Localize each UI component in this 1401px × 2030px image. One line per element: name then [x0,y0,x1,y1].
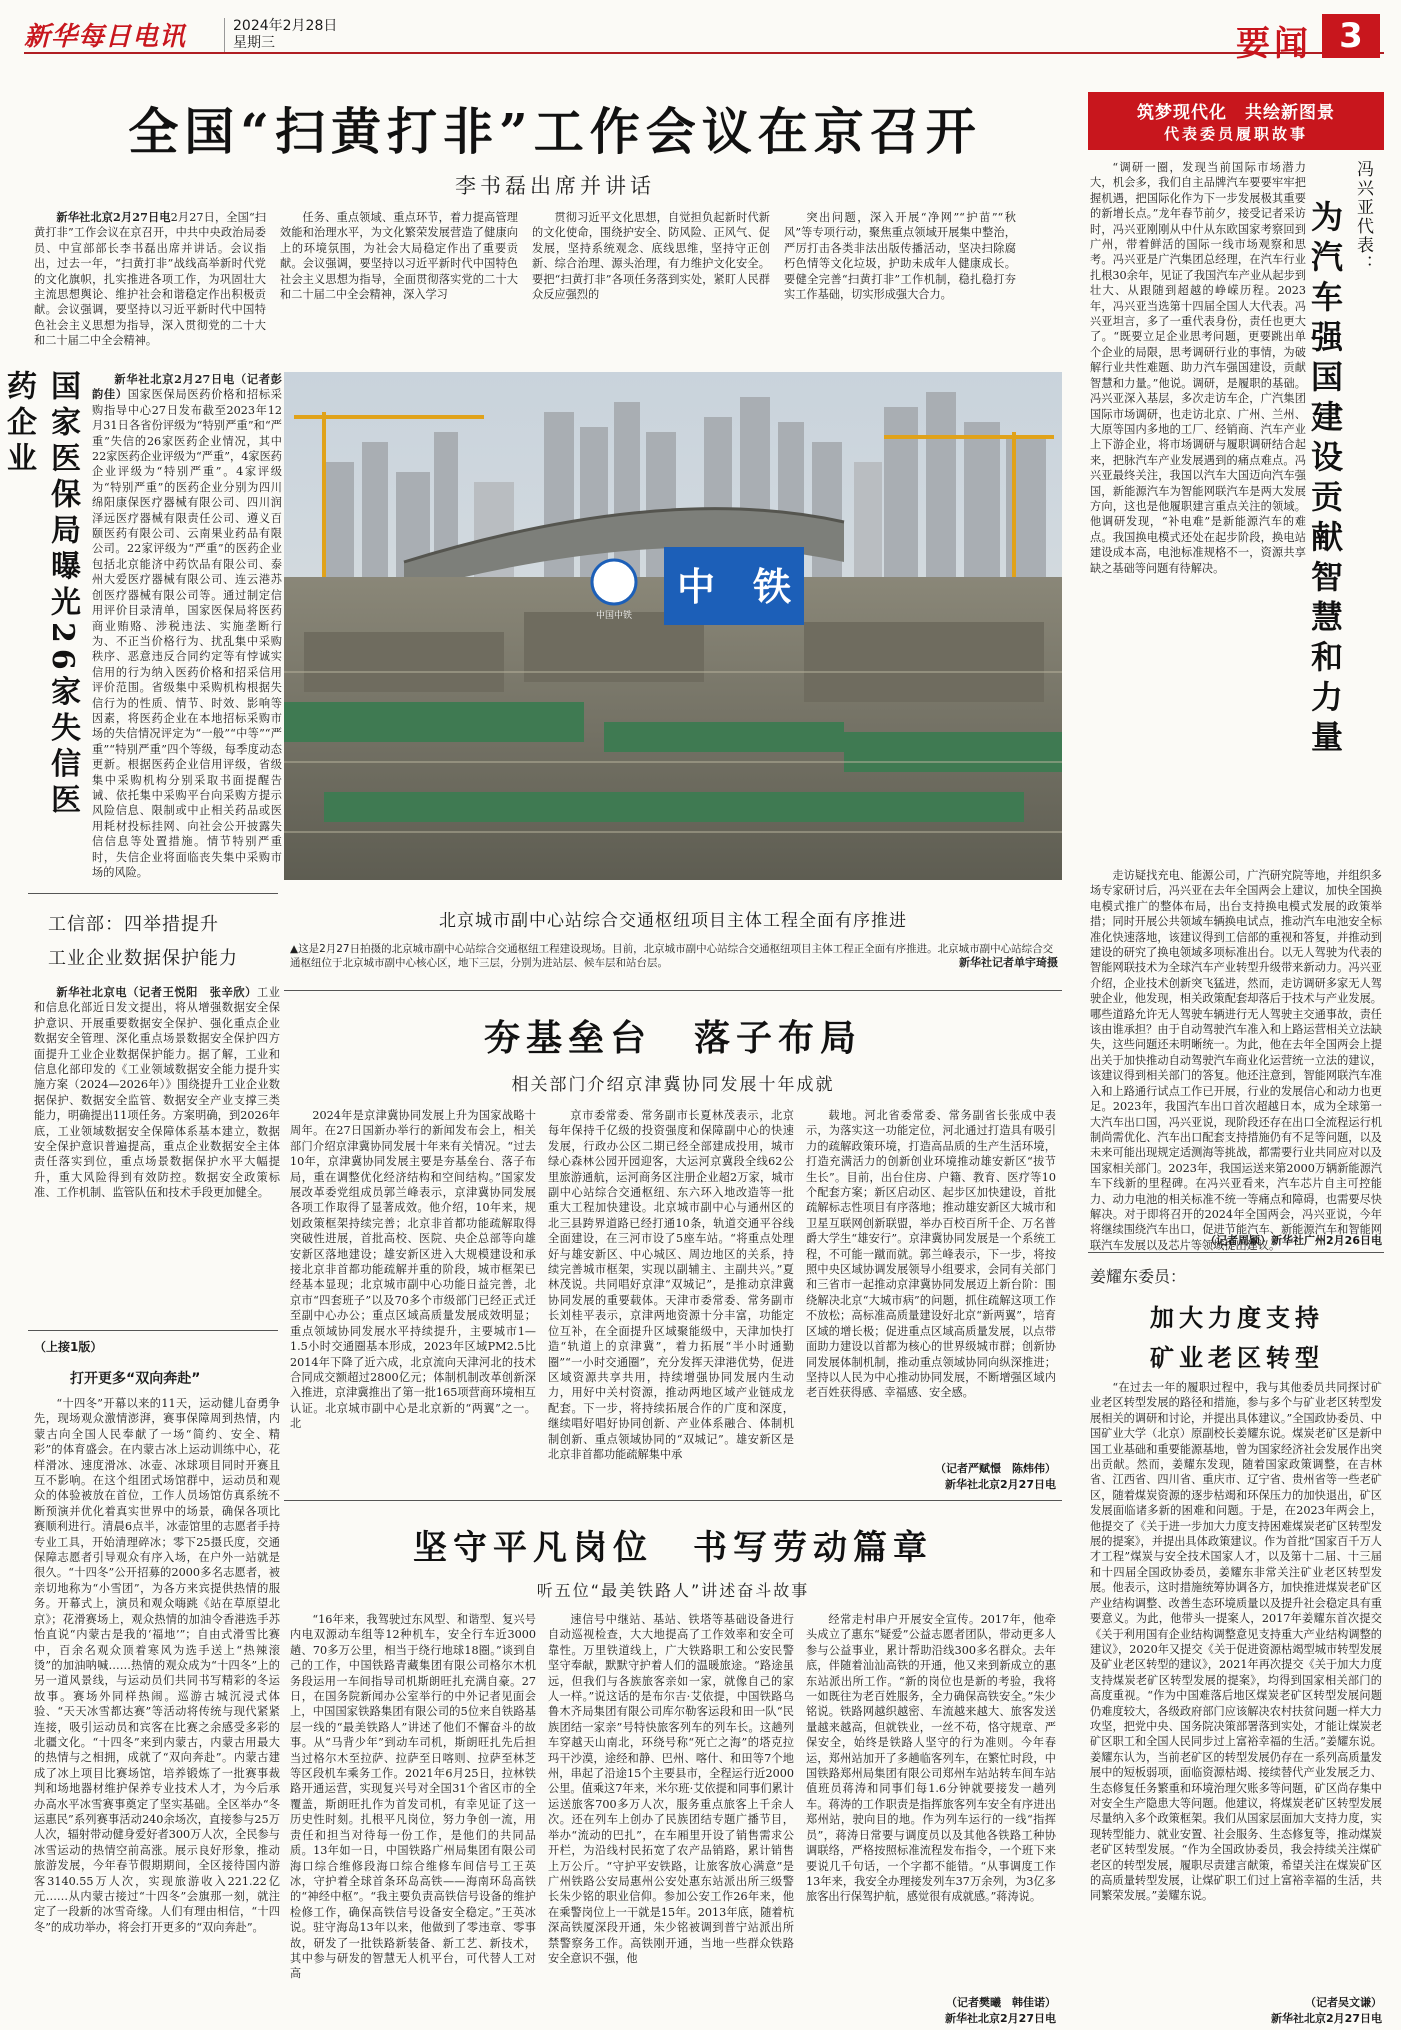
lead-headline: 全国“扫黄打非”工作会议在京召开 [128,102,982,161]
jjj-text-3: 载地。河北省委常委、常务副省长张成中表示，为落实这一功能定位，河北通过打造具有吸引力的疏解政策环境，打造高品质的生产生活环境，打造充满活力的创新创业环境推动雄安新区“拔节生长”。目前，出台住房、户籍、教育、医疗等10个配套方案；新区启动区、起步区加快建设，首批疏解标志性项目有序落地；推动雄安新区大城市和卫星互联网创新联盟，举办百校百所千企、万名普爵大学生“雄安行”。京津冀协同发展是一个系统工程，不可能一蹴而就。郭兰峰表示，下一步，将按照中央区域协调发展领导小组要求，会同有关部门和三省市一起推动京津冀协同发展迈上新台阶：围绕解决北京“大城市病”的问题，抓住疏解这项工作不放松；高标准高质量建设好北京“新两翼”，培育区域的增长极；促进重点区域高质量发展，以点带面助力建设以首都为核心的世界级城市群；创新协同发展体制机制，推动重点领域协同向纵深推进；坚持以人民为中心推动协同发展，不断增强区域内老百姓获得感、幸福感、安全感。 [806,1109,1056,1400]
jjj-column-2 [548,1108,794,1494]
jjj-subheadline: 相关部门介绍京津冀协同发展十年成就 [511,1075,835,1095]
lead-text-3: 贯彻习近平文化思想，自觉担负起新时代新的文化使命，围绕护安全、防风险、正风气、促发展，坚持系统观念、底线思维，坚持守正创新、综合治理、源头治理，有力维护文化安全。要把“扫黄打非”各项任务落到实处，紧盯人民群众反应强烈的 [532,211,770,302]
medical-vertical-title: 国家医保局曝光26家失信医药企业 [1,370,80,820]
lead-text-4: 突出问题，深入开展“净网”“护苗”“秋风”等专项行动，聚焦重点领域开展集中整治，严厉打击各类非法出版传播活动，坚决扫除腐朽色情等文化垃圾，护助未成年人健康成长。要健全完善“扫黄打非”工作机制，稳扎稳打夯实工作基础，切实形成强大合力。 [784,211,1016,302]
construction-photo [284,372,1062,880]
railway-subheadline: 听五位“最美铁路人”讲述奋斗故事 [536,1581,810,1600]
railway-text-2: 速信号中继站、基站、铁塔等基础设备进行自动巡视检查，大大地提高了工作效率和安全可靠性。万里铁道线上，广大铁路职工和公安民警坚守奉献，默默守护着人们的温暖旅途。“路途虽远，但我们与各族旅客亲如一家，就像自己的家人一样。”说这话的是布尔吉·艾依提，中国铁路乌鲁木齐局集团有限公司库尔勒客运段和田一队“民族团结一家亲”号特快旅客列车的列车长。这趟列车穿越天山南北，环绕号称“死亡之海”的塔克拉玛干沙漠，途经和静、巴州、喀什、和田等7个地州，串起了沿途15个主要县市，全程运行近2000公里。值乘这7年来，米尔班·艾依提和同事们累计运送旅客700多万人次，服务重点旅客上千余人次。还在列车上创办了民族团结专题广播节目，举办“流动的巴扎”，在车厢里开设了销售需求公开栏，为沿线村民拓宽了农产品销路，累计销售上万公斤。“守护平安铁路，让旅客放心满意”是广州铁路公安局惠州公安处惠东站派出所三级警长朱少铭的职业信仰。参加公安工作26年来，他在乘警岗位上一干就是15年。2013年底，随着杭深高铁厦深段开通，朱少铭被调到普宁站派出所禁警察务工作。高铁刚开通，当地一些群众铁路安全意识不强，他 [548,1613,794,1965]
continued-tag: （上接1版） [34,1340,103,1354]
billboard-text: 中 铁 [676,565,792,609]
crec-logo-icon [592,560,636,604]
banner-line-1: 筑梦现代化 共绘新图景 [1137,103,1335,123]
jiang-title-line2: 矿业老区转型 [1150,1343,1324,1372]
construction-photo-graphic [284,372,1062,880]
newspaper-logo: 新华每日电讯 [24,22,187,52]
feng-title: 为汽车强国建设贡献智慧和力量 [1306,200,1344,760]
miit-dateline: 新华社北京电 [56,985,128,999]
jiang-text: “在过去一年的履职过程中，我与其他委员共同探讨矿业老区转型发展的路径和措施，参与多个与矿业老区转型发展相关的调研和讨论，并提出具体建议。”全国政协委员、中国矿业大学（北京）原副校长姜耀东说。煤炭老矿区是新中国工业基础和重要能源基地，曾为国家经济社会发展作出突出贡献。然而，姜耀东发现，随着国家政策调整，在吉林省、江西省、四川省、重庆市、辽宁省、贵州省等一些老矿区，随着煤炭资源的逐步枯竭和环保压力的加快退出，矿区发展面临诸多新的困难和问题。于是，在2023年两会上，他提交了《关于进一步加大力度支持困难煤炭老矿区转型发展的提案》，并提出具体政策建议。作为首批“国家百千万人才工程”煤炭与安全技术国家人才，以及第十二届、十三届和十四届全国政协委员，姜耀东非常关注矿业老区转型发展。他表示，这时措施统筹协调各方，加快推进煤炭老矿区产业结构调整、改善生态环境质量以及提升社会稳定具有重要意义。为此，他带头一提案人，2017年姜耀东首次提交《关于利用国有企业结构调整意见支持重大产业结构调整的建议》，2020年又提交《关于促进资源枯竭型城市转型发展及矿业老区转型的建议》，2021年再次提交《关于加大力度支持煤炭老矿区转型发展的提案》，均得到国家相关部门的高度重视。“作为中国难落后地区煤炭老矿区转型发展问题仍难度较大，各级政府部门应该解决农村扶贫问题一样大力攻坚，把党中央、国务院决策部署落到实处，才能让煤炭老矿区职工和全国人民同步过上富裕幸福的生活。”姜耀东说。姜耀东认为，当前老矿区的转型发展仍存在一系列高质量发展中的短板弱项，面临资源枯竭、接续替代产业发展乏力、生态修复任务繁重和环境治理欠账多等问题，矿区尚存集中对安全生产隐患大等问题。他建议，将煤炭老矿区转型发展尽量纳入多个政策框架。我们从国家层面加大支持力度，实现转型能力、就业安置、社会服务、生态修复等，推动煤炭老矿区转型发展。“作为全国政协委员，我会持续关注煤矿老区的转型发展，履职尽责建言献策，希望关注在煤炭矿区的高质量转型发展，让煤矿职工们过上富裕幸福的生活，共同繁荣发展。”姜耀东说。 [1090,1381,1382,1903]
photo-headline: 北京城市副中心站综合交通枢纽项目主体工程全面有序推进 [439,911,907,931]
jjj-credit: 新华社北京2月27日电 [945,1478,1056,1491]
photo-caption-text: ▲这是2月27日拍摄的北京城市副中心站综合交通枢纽工程建设现场。目前，北京城市副中心站综合交通枢纽项目主体工程正全面有序推进。北京城市副中心站综合交通枢纽位于北京城市副中心核心区，地下三层，分别为进站层、候车层和站台层。 [290,943,1054,969]
miit-title: 工信部：四举措提升 [48,914,219,935]
railway-text-1: “16年来，我驾驶过东风型、和谐型、复兴号内电双源动车组等12种机车，安全行车近3000趟、70多万公里，相当于绕行地球18圈。”谈到自己的工作，中国铁路青藏集团有限公司格尔木机务段运用一车间指导司机斯朗旺扎充满自豪。27日，在国务院新闻办公室举行的中外记者见面会上，中国国家铁路集团有限公司的5位来自铁路基层一线的“最美铁路人”讲述了他们不懈奋斗的故事。从“马背少年”到动车司机，斯朗旺扎先后担当过格尔木至拉萨、拉萨至日喀则、拉萨至林芝等区段机车乘务工作。2021年6月25日，拉林铁路开通运营，实现复兴号对全国31个省区市的全覆盖，斯朗旺扎作为首发司机，有幸见证了这一历史性时刻。扎根平凡岗位，努力争创一流，用责任和担当对待每一份工作，是他们的共同品质。13年如一日，中国铁路广州局集团有限公司海口综合维修段海口综合维修车间信号工王英冰，守护着全球首条环岛高铁——海南环岛高铁的“神经中枢”。“我主要负责高铁信号设备的维护检修工作，确保高铁信号设备安全稳定。”王英冰说。驻守海岛13年以来，他做到了零违章、零事故，研发了一批铁路新装备、新工艺、新技术，其中参与研发的智慧无人机平台，可代替人工对高 [290,1613,536,1981]
weekday-text: 星期三 [233,35,275,51]
railway-headline: 坚守平凡岗位 书写劳动篇章 [413,1528,933,1568]
feng-text-bottom: 走访疑找充电、能源公司，广汽研究院等地，并组织多场专家研讨后，冯兴亚在去年全国两会上建议，加快全国换电模式推广的整体布局，出台支持换电模式发展的政策举措；同时开展公共领域车辆换电试点，推动汽车电池安全标准化快速落地，该建议得到工信部的重视和答复，并推动到建设的研究了换电领域多项标准出台。以无人驾驶为代表的智能网联技术为全球汽车产业转型升级带来新动力。冯兴亚介绍，企业技术创新突飞猛进，然而，走访调研多家无人驾驶企业，他发现，相关政策配套却落后于技术与产业发展。哪些道路允许无人驾驶车辆进行无人驾驶主交通事故，责任该由谁承担？由于自动驾驶汽车准入和上路运营相关立法缺失，这些问题还未明晰统一。为此，他在去年全国两会上提出关于加快推动自动驾驶汽车商业化运营统一立法的建议，该建议得到相关部门的答复。他还注意到，智能网联汽车准入和上路通行试点工作已开展，行业的发展信心和动力也更足。2023年，我国汽车出口首次超越日本，成为全球第一大汽车出口国，冯兴亚说，现阶段还存在出口全流程运行机制尚需优化、汽车出口配套支持措施仍有不足等问题，以及未来可能出现规定适测海等挑战，都需要行业共同应对以及国家相关部门。2023年，我国运送来第2000万辆新能源汽车下线新的里程碑。在冯兴亚看来，汽车芯片自主可控能力、动力电池的相关标准不统一等痛点和障碍，也需要尽快解决。对于即将召开的2024年全国两会，冯兴亚说，今年将继续围绕汽车出口，促进节能汽车、新能源汽车和智能网联汽车发展以及芯片等领域提出建议。 [1090,869,1382,1252]
lead-column-1 [34,210,266,362]
jiang-article [1090,1380,1382,1994]
miit-text: 工业和信息化部近日发文提出，将从增强数据安全保护意识、开展重要数据安全保护、强化重点企业数据安全管理、深化重点场景数据安全保护四方面提升工业企业数据保护能力。据了解，工业和信息化部印发的《工业领域数据安全能力提升实施方案（2024—2026年）》围绕提升工业企业数据保护、数据安全监管、数据安全产业支撑三类能力，明确提出11项任务。方案明确，到2026年底，工业领域数据安全保障体系基本建立，数据安全保护意识普遍提高，重点企业数据安全主体责任落实到位，重点场景数据保护水平大幅提升，重大风险得到有效防控。数据安全政策标准、工作机制、监管队伍和技术手段更加健全。 [34,986,280,1200]
railway-byline: （记者樊曦 韩佳诺） [946,1996,1056,2009]
feng-article-top [1090,160,1306,866]
railway-column-1 [290,1612,536,2024]
series-banner [1088,92,1384,150]
railway-column-3 [806,1612,1056,1990]
miit-article [34,985,280,1325]
jiang-credit: 新华社北京2月27日电 [1271,2012,1382,2025]
divider [284,1500,1062,1501]
banner-line-2: 代表委员履职故事 [1163,125,1308,143]
company-sign: 中国中铁 [595,611,633,621]
section-name: 要闻 [1236,24,1312,64]
feng-credit: （记者周颖）新华社广州2月26日电 [1205,1234,1382,1247]
photo-caption [290,942,1058,986]
medical-dateline: 新华社北京2月27日电 [114,372,235,386]
date-text: 2024年2月28日 [233,18,338,34]
jjj-headline: 夯基垒台 落子布局 [483,1017,862,1059]
railway-text-3: 经常走村串户开展安全宣传。2017年，他牵头成立了惠东“疑爱”公益志愿者团队，带动更多人参与公益事业，累计帮助沿线300多名群众。去年底，伴随着汕汕高铁的开通，他又来到新成立的惠东站派出所工作。“新的岗位也是新的考验，我将一如既往为老百姓服务，全力确保高铁安全。”朱少铭说。铁路网越织越密、车流越来越大、旅客发送量越来越高，但就铁业，一丝不苟，恪守规章、严保安全，始终是铁路人坚守的行为准则。今年春运，郑州站加开了多趟临客列车，在繁忙时段，中国铁路郑州局集团有限公司郑州车站站转车间车站值班员蒋涛和同事们每1.6分钟就要接发一趟列车。蒋涛的工作职责是指挥旅客列车安全有序进出郑州站，驶向目的地。作为列车运行的一线“指挥员”，蒋涛日常要与调度员以及其他各铁路工种协调联络，严格按照标准流程发布指令，一个班下来要说几千句话，一个字都不能错。“从事调度工作13年来，我安全办理接发列车37万余列，为3亿多旅客出行保驾护航，感觉很有成就感。”蒋涛说。 [806,1613,1056,1904]
lead-column-4 [784,210,1016,310]
miit-title-line2: 工业企业数据保护能力 [48,948,238,969]
lead-dateline: 新华社北京2月27日电 [56,210,171,224]
photo-credit: 新华社记者单宇琦摄 [959,956,1058,969]
miit-byline: （记者王悦阳 张辛欣） [127,985,257,999]
medical-byline: （记者彭韵佳） [92,372,282,402]
divider [28,893,278,894]
jiang-title-line1: 加大力度支持 [1150,1303,1324,1332]
lead-column-3 [532,210,770,310]
lead-column-2 [280,210,518,310]
lead-text-2: 任务、重点领域、重点环节，着力提高管理效能和治理水平，为文化繁荣发展营造了健康向上的环境氛围，为社会大局稳定作出了重要贡献。会议强调，要坚持以习近平新时代中国特色社会主义思想为指导，全面贯彻落实党的二十大和二十届二中全会精神，深入学习 [280,211,518,302]
jjj-column-3 [806,1108,1056,1458]
divider [284,990,1062,991]
continued-text: “十四冬”开幕以来的11天，运动健儿奋勇争先，现场观众激情澎湃，赛事保障周到热情，内蒙古向全国人民奉献了一场“简约、安全、精彩”的体育盛会。在内蒙古冰上运动训练中心，花样滑冰、速度滑冰、冰壶、冰球项目同时开赛且互不影响。在这个组团式场馆群中，运动员和观众的体验被放在首位，工作人员场馆仿真系统不断预演并优化着真实世界中的场景，确保各项比赛顺利进行。清晨6点半，冰壶馆里的志愿者手持专业工具，开始清理碎冰；零下25摄氏度，交通保障志愿者引导观众有序入场，在户外一站就是很久。“十四冬”公开招募的2000多名志愿者，被亲切地称为“小雪团”，为各方来宾提供热情的服务。开幕式上，演员和观众嗨跳《站在草原望北京》；花滑赛场上，观众热情的加油令香港选手苏怡直说“内蒙古是我的‘福地’”；自由式滑雪比赛中，百余名观众顶着寒风为选手送上“热辣滚烫”的加油呐喊……热情的观众成为“十四冬”上的另一道风景线，与运动员们共同书写精彩的冬运故事。赛场外同样热闹。巡游古城沉浸式体验、“天天冰雪都达赛”等活动将传统与现代紧紧连接，吸引运动员和宾客在比赛之余感受多彩的北疆文化。“十四冬”来到内蒙古，内蒙古用最大的热情与之相拥，成就了“双向奔赴”。内蒙古建成了冰上项目比赛场馆，培养锻炼了一批赛事裁判和场地器材维护保养专业技术人才，为今后承办高水平冰雪赛事奠定了坚实基础。全区举办“冬运惠民”系列赛事活动240余场次，直接参与25万人次，辐射带动健身爱好者300万人次，全民参与冰雪运动的热情空前高涨。展示良好形象，推动旅游发展，今年春节假期期间，全区接待国内游客3140.55万人次，实现旅游收入221.22亿元……从内蒙古接过“十四冬”会旗那一刻，就注定了一段新的冰雪奇缘。人们有理由相信，“十四冬”的成功举办，将会打开更多的“双向奔赴”。 [34,1397,280,1934]
medical-article [92,372,282,880]
jjj-text-1: 2024年是京津冀协同发展上升为国家战略十周年。在27日国新办举行的新闻发布会上，相关部门介绍京津冀协同发展十年来有关情况。“过去10年，京津冀协同发展主要是夯基垒台、落子布局，重在调整优化经济结构和空间结构。”国家发展改革委党组成员郭兰峰表示，京津冀协同发展各项工作取得了显著成效。他介绍，10年来，规划政策框架持续完善；北京非首都功能疏解取得突破性进展，首批高校、医院、央企总部等向雄安新区落地建设；雄安新区进入大规模建设和承接北京非首都功能疏解并重的阶段，城市框架已经基本显现；北京城市副中心功能日益完善，北京市“四套班子”以及70多个市级部门已经正式迁至副中心办公；重点区域高质量发展成效明显；重点领域协同发展水平持续提升，主要城市1—1.5小时交通圈基本形成，2023年区域PM2.5比2014年下降了近六成，北京流向天津河北的技术合同成交额超过2800亿元；体制机制改革创新深入推进，京津冀推出了第一批165项营商环境相互认证。北京城市副中心是北京新的“两翼”之一。北 [290,1109,536,1431]
page-number: 3 [1322,14,1380,58]
masthead [24,14,1384,64]
jiang-byline: （记者吴文谦） [1305,1996,1382,2009]
jiang-name: 姜耀东委员： [1090,1267,1187,1286]
continued-title: 打开更多“双向奔赴” [70,1371,201,1387]
continued-article [34,1396,280,2022]
divider [28,1330,278,1331]
jjj-byline: （记者严赋憬 陈炜伟） [935,1462,1056,1475]
railway-column-2 [548,1612,794,2024]
medical-text: 国家医保局医药价格和招标采购指导中心27日发布截至2023年12月31日各省份评级为“特别严重”和“严重”失信的26家医药企业情况，其中22家医药企业评级为“严重”，4家医药企业评级为“特别严重”。4家评级为“特别严重”的医药企业分别为四川绵阳康保医疗器械有限公司、四川润泽远医疗器械有限责任公司、遵义百颐医药有限公司、云南果业药品有限公司。22家评级为“严重”的医药企业包括北京能济中药饮品有限公司、泰州大爱医疗器械有限公司、连云港苏创医疗器械有限公司等。通过制定信用评价目录清单，国家医保局将医药商业贿赂、涉税违法、实施垄断行为、不正当价格行为、扰乱集中采购秩序、恶意违反合同约定等有悖诚实信用的行为纳入医药价格和招采信用评价范围。省级集中采购机构根据失信行为的性质、情节、时效、影响等因素，将医药企业在本地招标采购市场的失信情况评定为“一般”“中等”“严重”“特别严重”四个等级，每季度动态更新。根据医药企业信用评级，省级集中采购机构分别采取书面提醒告诫、依托集中采购平台向采购方提示风险信息、限制或中止相关药品或医用耗材投标挂网、向社会公开披露失信信息等处置措施。情节特别严重时，失信企业将面临丧失集中采购市场的风险。 [92,388,282,879]
lead-text-1: 2月27日，全国“扫黄打非”工作会议在京召开，中共中央政治局委员、中宣部部长李书磊出席并讲话。会议指出，过去一年，“扫黄打非”战线高举新时代党的文化旗帜，扎实推进各项工作，为巩固壮大主流思想舆论、维护社会和谐稳定作出积极贡献。会议强调，要坚持以习近平新时代中国特色社会主义思想为指导，深入贯彻党的二十大和二十届二中全会精神。 [34,211,267,348]
railway-credit: 新华社北京2月27日电 [945,2012,1056,2025]
issue-date [224,18,337,52]
divider [1088,1252,1384,1253]
feng-text-top: “调研一圈，发现当前国际市场潜力大，机会多，我们自主品牌汽车要要牢牢把握机遇，把国际化作为下一步发展极其重要的新增长点。”龙年春节前夕，接受记者采访时，冯兴亚刚刚从中什从东欧国家考察回到广州，带着鲜活的国际一线市场观察和思考。冯兴亚是广汽集团总经理，在汽车行业扎根30余年，见证了我国汽车产业从起步到壮大、从跟随到超越的峥嵘历程。2023年，冯兴亚当选第十四届全国人大代表。冯兴亚坦言，多了一重代表身份，责任也更大了。“既要立足企业思考问题，更要跳出单个企业的局限，思考调研行业的事情，为破解行业共性难题、助力汽车强国建设，贡献智慧和力量。”他说。调研，是履职的基础。冯兴亚深入基层，多次走访车企，广汽集团国际市场调研，也走访北京、广州、兰州、大原等国内多地的工厂、经销商、汽车产业上下游企业，将市场调研与履职调研结合起来，把脉汽车产业发展遇到的痛点难点。冯兴亚最终关注，我国以汽车大国迈向汽车强国，新能源汽车为智能网联汽车是两大发展方向，这也是他履职建言重点关注的领域。他调研发现，“补电难”是新能源汽车的难点。我国换电模式还处在起步阶段，换电站建设成本高，电池标准规格不一，资源共享缺之基础等问题有待解决。 [1090,161,1306,575]
feng-name: 冯兴亚代表： [1353,160,1373,274]
jjj-text-2: 京市委常委、常务副市长夏林茂表示，北京每年保持千亿级的投资强度和保障副中心的快速发展，行政办公区二期已经全部建成投用，城市绿心森林公园开园迎客，大运河京冀段全线62公里旅游通航，运河商务区注册企业超2万家，城市副中心站综合交通枢纽、东六环入地改造等一批重大工程加快建设。北京城市副中心与通州区的北三县跨界道路已经打通10条，轨道交通平谷线全面建设，在三河市设了5座车站。“将重点处理好与雄安新区、中心城区、周边地区的关系，持续完善城市框架，实现以副辅主、主副共兴。”夏林茂说。共同唱好京津“双城记”，是推动京津冀协同发展的重要载体。天津市委常委、常务副市长刘桂平表示，京津两地资源十分丰富，功能定位互补，在全面提升区域聚能级中，天津加快打造“轨道上的京津冀”，着力拓展“半小时通勤圈”“一小时交通圈”，充分发挥天津港优势，促进区域资源共享共用，持续增强协同发展内生动力，用好中关村资源，推动两地区域产业链成龙配套。下一步，将持续拓展合作的广度和深度，继续唱好唱好协同创新、产业体系融合、体制机制创新、重点领域协同的“双城记”。雄安新区是北京非首都功能疏解集中承 [548,1109,794,1461]
jjj-column-1 [290,1108,536,1494]
lead-subheadline: 李书磊出席并讲话 [455,174,655,198]
